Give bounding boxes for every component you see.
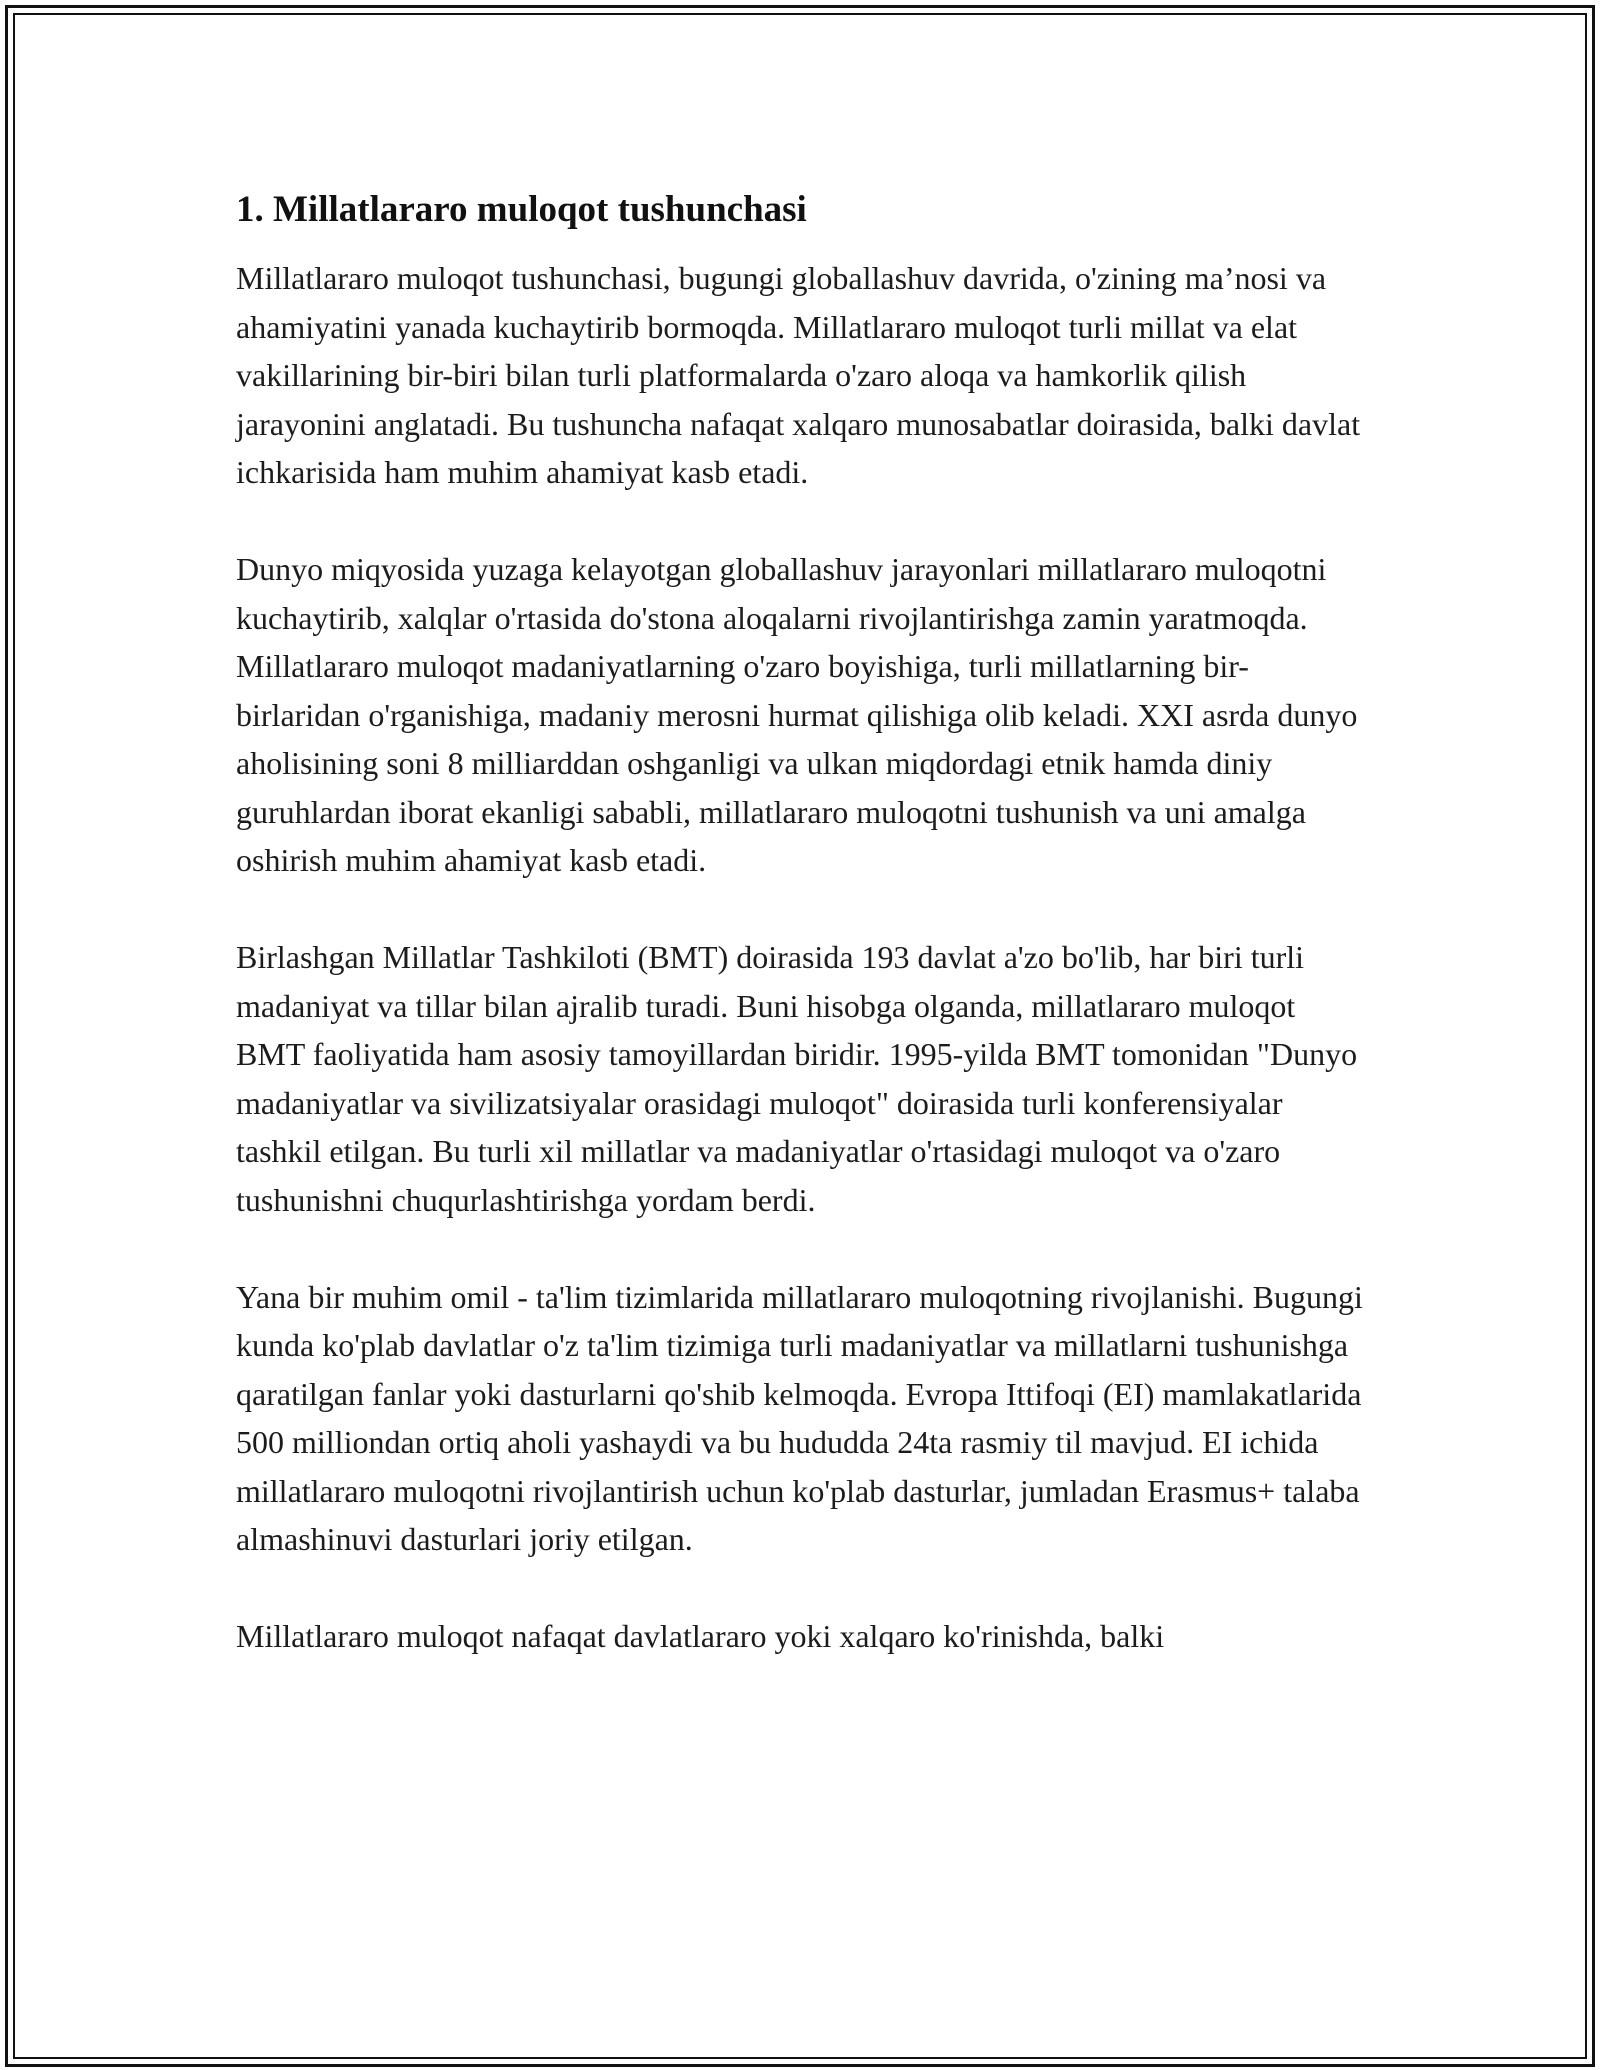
paragraph-2: Dunyo miqyosida yuzaga kelayotgan globallashuv jarayonlari millatlararo muloqotni kuchaytirib, xalqlar o'rtasida do'stona aloqalarni rivojlantirishga zamin yaratmoqda. Millatlararo muloqot madaniyatlarning o'zaro boyishiga, turli millatlarning bir-birlaridan o'rganishiga, madaniy merosni hurmat qilishiga olib keladi. XXI asrda dunyo aholisining soni 8 milliarddan oshganligi va ulkan miqdordagi etnik hamda diniy guruhlardan iborat ekanligi sababli, millatlararo muloqotni tushunish va uni amalga oshirish muhim ahamiyat kasb etadi. — [236, 551, 1358, 878]
document-body — [236, 186, 1372, 1709]
paragraph-1: Millatlararo muloqot tushunchasi, bugungi globallashuv davrida, o'zining ma’nosi va ahamiyatini yanada kuchaytirib bormoqda. Millatlararo muloqot turli millat va elat vakillarining bir-biri bilan turli platformalarda o'zaro aloqa va hamkorlik qilish jarayonini anglatadi. Bu tushuncha nafaqat xalqaro munosabatlar doirasida, balki davlat ichkarisida ham muhim ahamiyat kasb etadi. — [236, 260, 1361, 490]
paragraph-4: Yana bir muhim omil - ta'lim tizimlarida millatlararo muloqotning rivojlanishi. Bugungi kunda ko'plab davlatlar o'z ta'lim tizimiga turli madaniyatlar va millatlarni tushunishga qaratilgan fanlar yoki dasturlarni qo'shib kelmoqda. Evropa Ittifoqi (EI) mamlakatlarida 500 milliondan ortiq aholi yashaydi va bu hududda 24ta rasmiy til mavjud. EI ichida millatlararo muloqotni rivojlantirish uchun ko'plab dasturlar, jumladan Erasmus+ talaba almashinuvi dasturlari joriy etilgan. — [236, 1278, 1363, 1557]
paragraph-5: Millatlararo muloqot nafaqat davlatlararo yoki xalqaro ko'rinishda, balki — [236, 1618, 1165, 1654]
paragraph-3: Birlashgan Millatlar Tashkiloti (BMT) doirasida 193 davlat a'zo bo'lib, har biri turli madaniyat va tillar bilan ajralib turadi. Buni hisobga olganda, millatlararo muloqot BMT faoliyatida ham asosiy tamoyillardan biridir. 1995-yilda BMT tomonidan "Dunyo madaniyatlar va sivilizatsiyalar orasidagi muloqot" doirasida turli konferensiyalar tashkil etilgan. Bu turli xil millatlar va madaniyatlar o'rtasidagi muloqot va o'zaro tushunishni chuqurlashtirishga yordam berdi. — [236, 939, 1358, 1218]
section-heading: 1. Millatlararo muloqot tushunchasi — [236, 189, 807, 230]
